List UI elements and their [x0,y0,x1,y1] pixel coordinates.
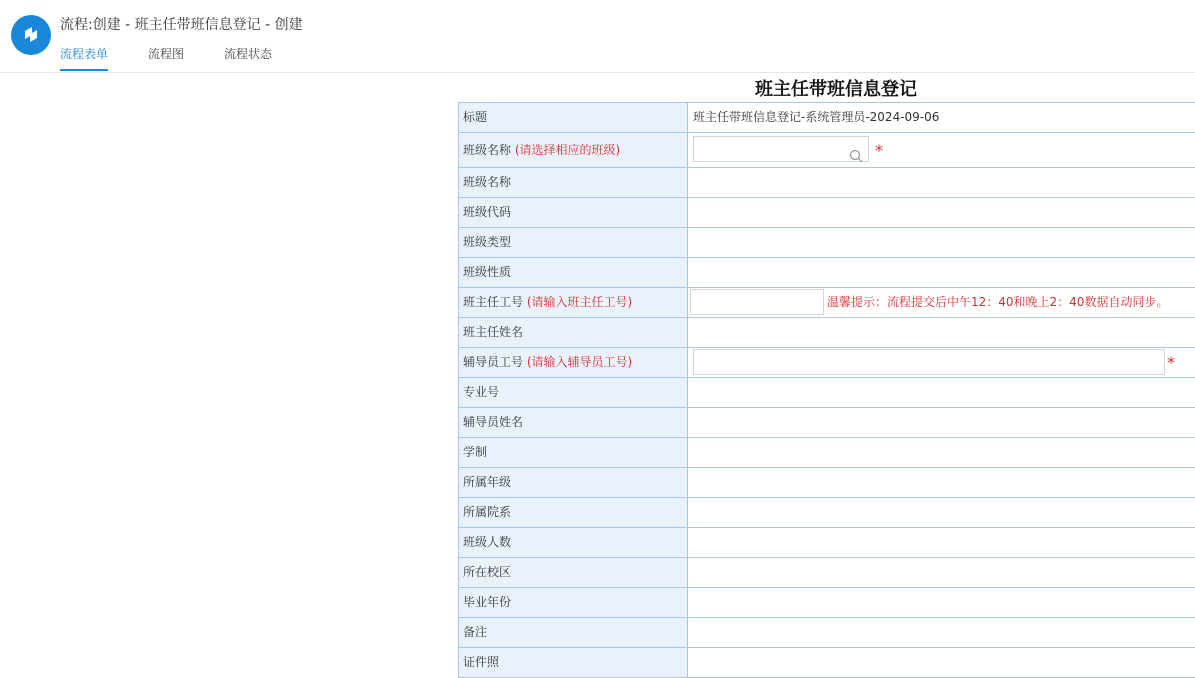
form-row-title [458,102,1195,133]
form-row-class-type [458,228,1195,258]
row-label [459,348,688,377]
row-label: 所在校区 [459,558,688,587]
row-value [689,498,1195,527]
page-title: 流程:创建 - 班主任带班信息登记 - 创建 [60,17,303,33]
row-label: 班级名称 [459,168,688,197]
app-header [0,0,1195,73]
tab-status[interactable]: 流程状态 [224,47,273,61]
row-label: 班级类型 [459,228,688,257]
row-label: 辅导员姓名 [459,408,688,437]
row-hint: (请输入班主任工号) [526,295,633,309]
row-value [689,438,1195,467]
row-label: 班级代码 [459,198,688,227]
tab-form[interactable]: 流程表单 [60,44,108,71]
row-value [689,288,1195,317]
form-row-grade [458,468,1195,498]
form-row-class-select [458,133,1195,168]
row-label: 所属院系 [459,498,688,527]
row-value [689,318,1195,347]
app-logo-icon [11,15,51,55]
row-value [689,618,1195,647]
sync-tip: 温馨提示：流程提交后中午12：40和晚上2：40数据自动同步。 [827,295,1169,309]
row-value [689,168,1195,197]
row-value [689,133,1195,167]
row-value [689,648,1195,677]
counselor-id-input[interactable] [693,349,1165,375]
form-row-teacher-id [458,288,1195,318]
form-row-study-length [458,438,1195,468]
row-value [689,198,1195,227]
row-label: 所属年级 [459,468,688,497]
form-row-class-code [458,198,1195,228]
teacher-id-input[interactable] [690,289,824,315]
row-value [689,258,1195,287]
row-hint: (请选择相应的班级) [514,143,621,157]
form-row-campus [458,558,1195,588]
form-row-department [458,498,1195,528]
class-search-box [693,136,869,162]
row-hint: (请输入辅导员工号) [526,355,633,369]
row-label: 证件照 [459,648,688,677]
required-mark: * [875,141,883,160]
row-label: 班级人数 [459,528,688,557]
form-row-counselor-id [458,348,1195,378]
class-search-input[interactable] [697,142,851,166]
row-label: 毕业年份 [459,588,688,617]
row-label: 学制 [459,438,688,467]
form-row-teacher-name [458,318,1195,348]
row-value [689,228,1195,257]
row-label [459,133,688,167]
row-label-text: 班级名称 [463,143,512,157]
form-row-id-photo [458,648,1195,678]
row-label-text: 辅导员工号 [463,355,524,369]
row-label: 标题 [459,103,688,132]
row-value [689,558,1195,587]
required-mark: * [1167,353,1175,372]
form-row-counselor-name [458,408,1195,438]
row-value: 班主任带班信息登记-系统管理员-2024-09-06 [693,110,940,124]
row-label: 专业号 [459,378,688,407]
row-value [689,348,1195,377]
row-value [689,378,1195,407]
row-value [689,468,1195,497]
row-label-text: 班主任工号 [463,295,524,309]
form-row-remarks [458,618,1195,648]
tab-flowchart[interactable]: 流程图 [148,47,185,61]
form-title: 班主任带班信息登记 [755,79,917,100]
form-table [458,102,1195,678]
form-row-class-name [458,168,1195,198]
form-row-class-nature [458,258,1195,288]
row-label: 班主任姓名 [459,318,688,347]
form-row-class-size [458,528,1195,558]
form-row-major-no [458,378,1195,408]
form-row-graduation-year [458,588,1195,618]
row-label: 备注 [459,618,688,647]
row-value [689,528,1195,557]
row-value [689,408,1195,437]
row-label [459,288,688,317]
row-value [689,588,1195,617]
row-label: 班级性质 [459,258,688,287]
